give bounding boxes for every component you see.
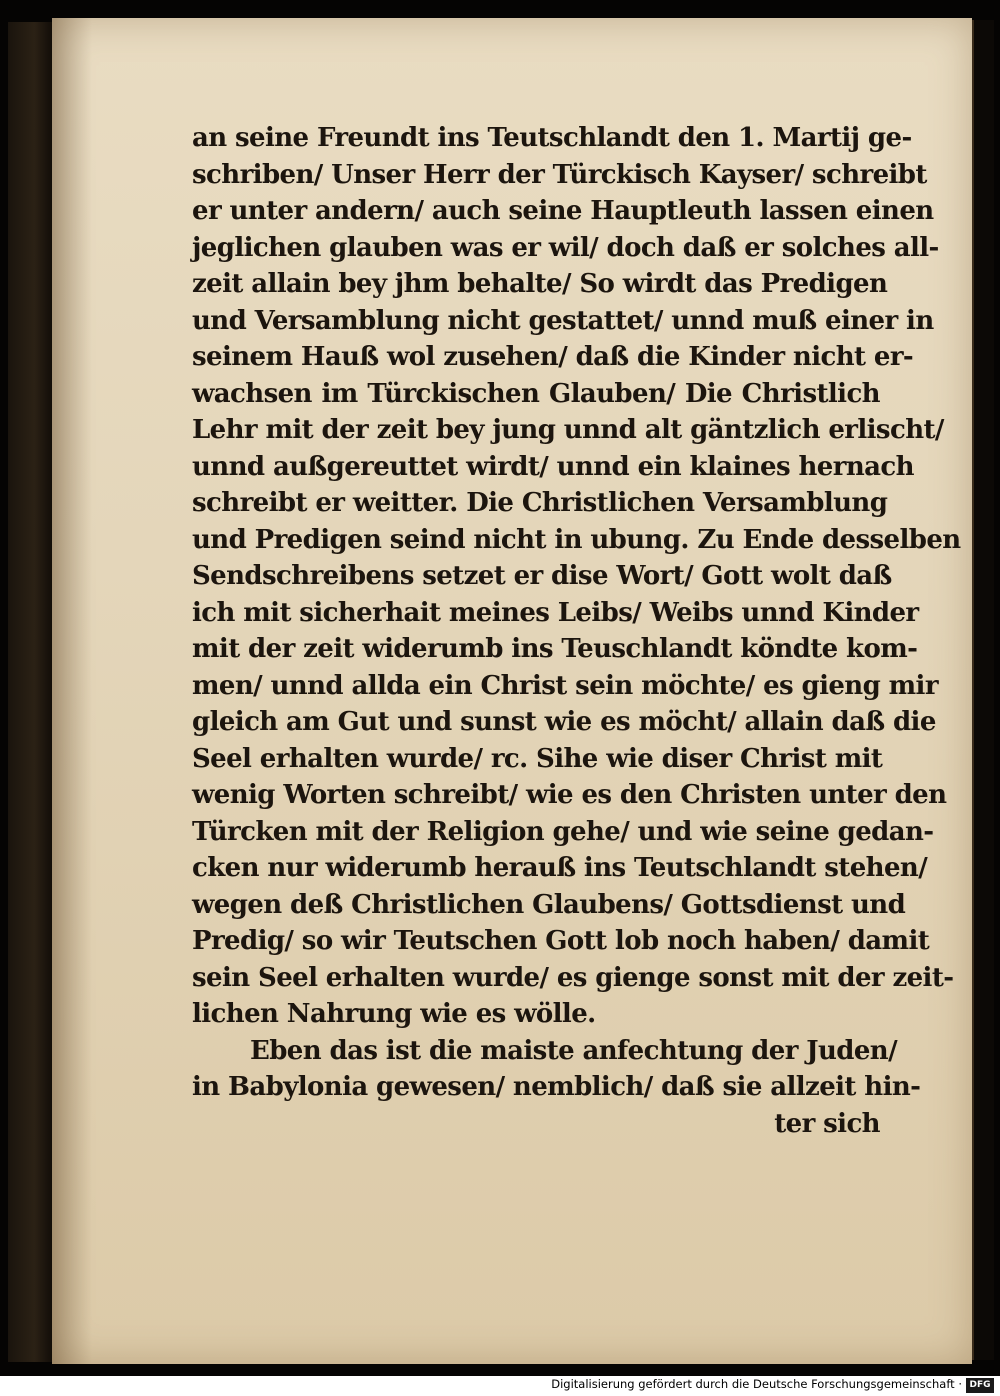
text-line: cken nur widerumb herauß ins Teutschlandt stehen/: [192, 853, 928, 883]
text-line: Lehr mit der zeit bey jung unnd alt gäntzlich erlischt/: [192, 415, 944, 445]
text-line: schriben/ Unser Herr der Türckisch Kayser/ schreibt: [192, 159, 927, 190]
binding-edge: [8, 22, 52, 1362]
text-line: wachsen im Türckischen Glauben/ Die Christlich: [192, 378, 880, 409]
text-line: an seine Freundt ins Teutschlandt den 1. Martij ge-: [192, 123, 912, 153]
text-line: und Predigen seind nicht in ubung. Zu Ende desselben: [192, 524, 961, 555]
text-line: sein Seel erhalten wurde/ es gienge sonst mit der zeit-: [192, 962, 954, 993]
text-line: Sendschreibens setzet er dise Wort/ Gott wolt daß: [192, 561, 892, 591]
text-line-paragraph-start: Eben das ist die maiste anfechtung der Juden/: [250, 1035, 897, 1066]
text-line: wenig Worten schreibt/ wie es den Christen unter den: [192, 780, 947, 810]
text-line: er unter andern/ auch seine Hauptleuth lassen einen: [192, 196, 934, 226]
page-text: [192, 120, 961, 1142]
text-line: zeit allain bey jhm behalte/ So wirdt das Predigen: [192, 269, 888, 299]
text-line: men/ unnd allda ein Christ sein möchte/ es gieng mir: [192, 670, 938, 701]
scan-border-right: [972, 20, 994, 1360]
text-line: schreibt er weitter. Die Christlichen Versamblung: [192, 488, 888, 518]
text-line: lichen Nahrung wie es wölle.: [192, 999, 596, 1029]
catchword: ter sich: [774, 1108, 880, 1139]
text-line: Seel erhalten wurde/ rc. Sihe wie diser Christ mit: [192, 743, 883, 774]
text-line: in Babylonia gewesen/ nemblich/ daß sie allzeit hin-: [192, 1072, 921, 1102]
funding-credit: Digitalisierung gefördert durch die Deutsche Forschungsgemeinschaft ·: [551, 1377, 962, 1391]
text-line: jeglichen glauben was er wil/ doch daß er solches all-: [192, 232, 939, 263]
text-line: wegen deß Christlichen Glaubens/ Gottsdienst und: [192, 889, 906, 920]
text-line: ich mit sicherhait meines Leibs/ Weibs unnd Kinder: [192, 597, 919, 628]
text-line: seinem Hauß wol zusehen/ daß die Kinder nicht er-: [192, 342, 914, 372]
text-line: mit der zeit widerumb ins Teuschlandt köndte kom-: [192, 634, 918, 664]
text-line: unnd außgereuttet wirdt/ unnd ein klaines hernach: [192, 451, 914, 482]
text-line: gleich am Gut und sunst wie es möcht/ allain daß die: [192, 707, 936, 737]
dfg-logo: DFG: [966, 1378, 994, 1393]
text-line: Predig/ so wir Teutschen Gott lob noch haben/ damit: [192, 926, 930, 956]
text-line: Türcken mit der Religion gehe/ und wie seine gedan-: [192, 816, 934, 847]
text-line: und Versamblung nicht gestattet/ unnd muß einer in: [192, 305, 934, 336]
